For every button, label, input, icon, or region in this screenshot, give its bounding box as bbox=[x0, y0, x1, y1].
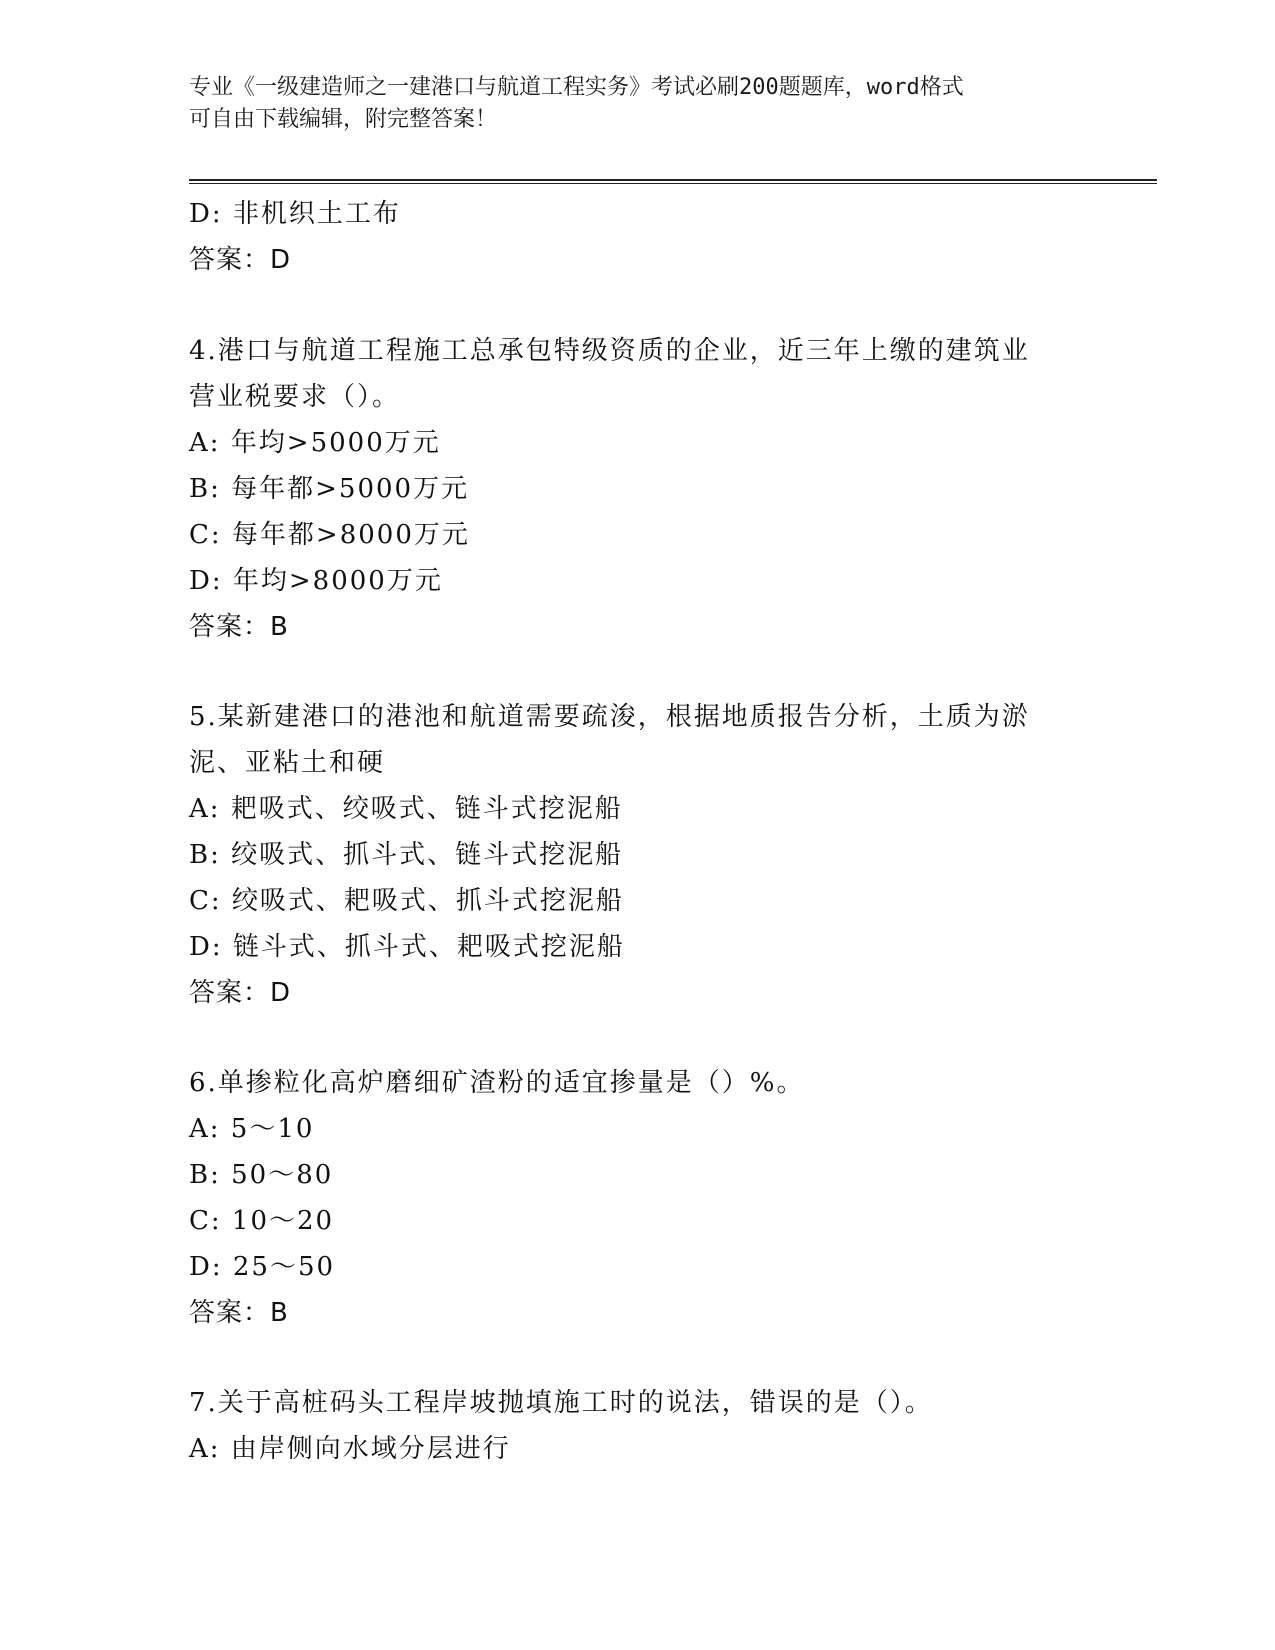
header-divider-bottom bbox=[189, 183, 1157, 184]
spacer bbox=[189, 1016, 1069, 1060]
answer: 答案：B bbox=[189, 612, 289, 642]
question-6 bbox=[189, 1060, 1069, 1336]
spacer bbox=[189, 650, 1069, 694]
option-d: D: 25～50 bbox=[189, 1252, 336, 1282]
question-stem: 营业税要求（）。 bbox=[189, 382, 401, 412]
answer: 答案：D bbox=[189, 978, 292, 1008]
question-4 bbox=[189, 328, 1069, 650]
option-a: A: 由岸侧向水域分层进行 bbox=[189, 1434, 511, 1464]
header-line-2: 可自由下载编辑，附完整答案！ bbox=[189, 107, 498, 132]
option-a: A: 年均>5000万元 bbox=[189, 428, 441, 458]
answer: 答案：B bbox=[189, 1298, 289, 1328]
question-stem: 7.关于高桩码头工程岸坡抛填施工时的说法，错误的是（）。 bbox=[189, 1388, 933, 1418]
document-body bbox=[189, 191, 1069, 1472]
option-b: B: 50～80 bbox=[189, 1160, 334, 1190]
question-stem: 4.港口与航道工程施工总承包特级资质的企业，近三年上缴的建筑业 bbox=[189, 336, 1030, 366]
spacer bbox=[189, 1336, 1069, 1380]
option-a: A: 5～10 bbox=[189, 1114, 315, 1144]
option-d: D: 年均>8000万元 bbox=[189, 566, 443, 596]
option-d: D: 链斗式、抓斗式、耙吸式挖泥船 bbox=[189, 932, 625, 962]
question-stem: 6.单掺粒化高炉磨细矿渣粉的适宜掺量是（）%。 bbox=[189, 1068, 805, 1098]
option-c: C: 每年都>8000万元 bbox=[189, 520, 470, 550]
option-c: C: 10～20 bbox=[189, 1206, 335, 1236]
question-5 bbox=[189, 694, 1069, 1016]
option-c: C: 绞吸式、耙吸式、抓斗式挖泥船 bbox=[189, 886, 624, 916]
header-divider-top bbox=[189, 179, 1157, 181]
document-header bbox=[189, 72, 1069, 136]
option-d: D: 非机织土工布 bbox=[189, 199, 401, 229]
option-a: A: 耙吸式、绞吸式、链斗式挖泥船 bbox=[189, 794, 623, 824]
answer: 答案：D bbox=[189, 245, 292, 275]
option-b: B: 每年都>5000万元 bbox=[189, 474, 470, 504]
question-stem: 5.某新建港口的港池和航道需要疏浚，根据地质报告分析，土质为淤 bbox=[189, 702, 1030, 732]
option-b: B: 绞吸式、抓斗式、链斗式挖泥船 bbox=[189, 840, 624, 870]
question-stem: 泥、亚粘土和硬 bbox=[189, 748, 386, 778]
question-7 bbox=[189, 1380, 1069, 1472]
header-line-1: 专业《一级建造师之一建港口与航道工程实务》考试必刷200题题库，word格式 bbox=[189, 75, 964, 100]
spacer bbox=[189, 283, 1069, 328]
